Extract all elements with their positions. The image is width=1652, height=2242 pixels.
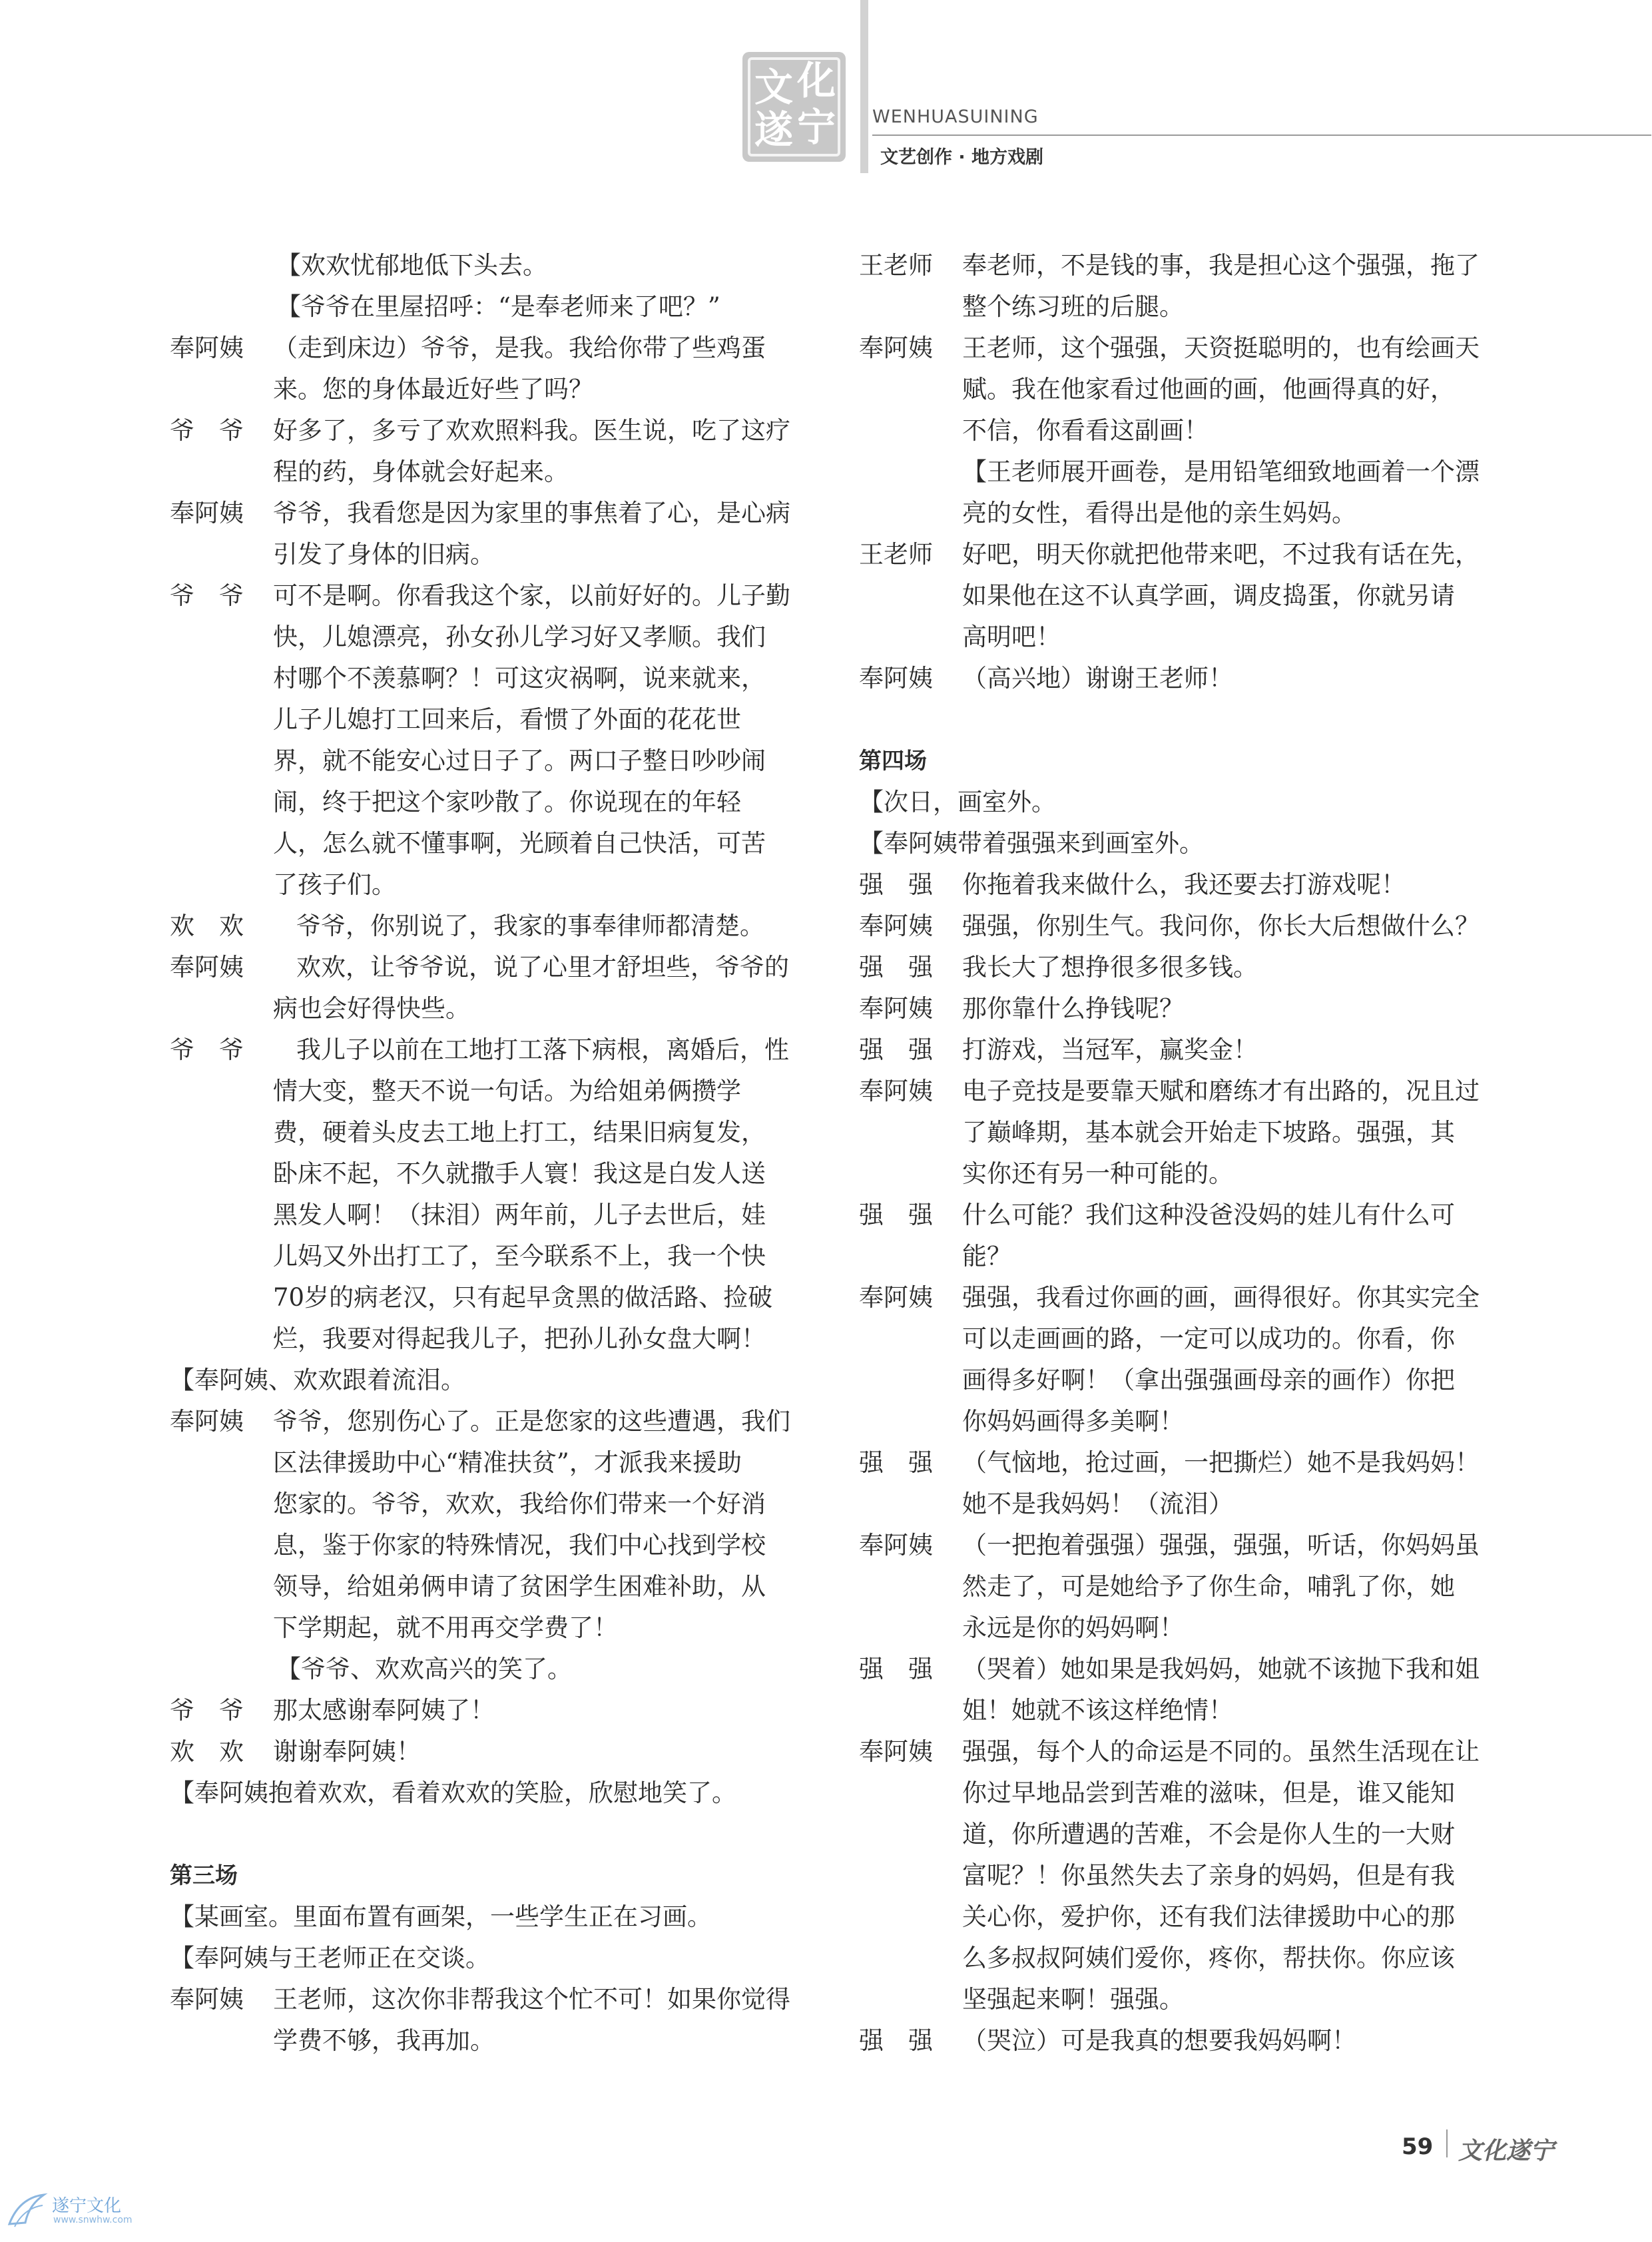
script-line — [170, 369, 801, 410]
script-line — [859, 1690, 1485, 1731]
logo-char: 遂 — [754, 107, 794, 152]
line-text: 卧床不起，不久就撒手人寰！我这是白发人送 — [273, 1159, 766, 1188]
line-text: 画得多好啊！（拿出强强画母亲的画作）你把 — [962, 1366, 1455, 1394]
line-text: 那你靠什么挣钱呢？ — [962, 994, 1184, 1023]
logo-char: 宁 — [797, 105, 836, 150]
line-text: 强强，每个人的命运是不同的。虽然生活现在让 — [962, 1737, 1480, 1766]
script-line — [859, 988, 1485, 1029]
stage-direction — [859, 782, 1485, 823]
line-text: 爷爷，你别说了，我家的事奉律师都清楚。 — [296, 912, 764, 940]
line-text: 【次日，画室外。 — [859, 788, 1056, 816]
script-line — [170, 1979, 801, 2020]
script-line — [170, 1277, 801, 1318]
script-line — [170, 1195, 801, 1236]
line-text: 【奉阿姨与王老师正在交谈。 — [170, 1944, 490, 1972]
script-line — [170, 782, 801, 823]
wing-icon — [5, 2189, 48, 2232]
script-line — [859, 1029, 1485, 1071]
stage-direction — [170, 1896, 801, 1938]
line-text: 村哪个不羡慕啊？！可这灾祸啊，说来就来， — [273, 664, 766, 693]
script-line — [859, 1979, 1485, 2020]
line-text: 谢谢奉阿姨！ — [273, 1737, 421, 1766]
watermark-text: 遂宁文化 — [52, 2196, 122, 2216]
line-text: 您家的。爷爷，欢欢，我给你们带来一个好消 — [273, 1490, 766, 1518]
speaker-name: 奉阿姨 — [170, 499, 244, 527]
line-text: 烂，我要对得起我儿子，把孙儿孙女盘大啊！ — [273, 1324, 766, 1353]
script-line — [859, 1401, 1485, 1442]
script-line — [859, 1773, 1485, 1814]
speaker-name: 强 强 — [859, 1655, 933, 1683]
speaker-name: 奉阿姨 — [170, 1985, 244, 2014]
line-text: （哭着）她如果是我妈妈，她就不该抛下我和姐 — [962, 1655, 1480, 1683]
script-line — [170, 947, 801, 988]
line-text: 来。您的身体最近好些了吗？ — [273, 375, 593, 404]
line-text: 爷爷，我看您是因为家里的事焦着了心，是心病 — [273, 499, 790, 527]
spacer — [170, 1814, 801, 1855]
script-line — [170, 1029, 801, 1071]
script-line — [170, 1607, 801, 1649]
script-line — [859, 2020, 1485, 2062]
speaker-name: 爷 爷 — [170, 1696, 244, 1725]
line-text: 【爷爷、欢欢高兴的笑了。 — [276, 1655, 572, 1683]
speaker-name: 奉阿姨 — [859, 1077, 933, 1105]
line-text: 什么可能？我们这种没爸没妈的娃儿有什么可 — [962, 1201, 1455, 1229]
line-text: 第四场 — [859, 748, 927, 774]
header-rule-line — [872, 135, 1651, 136]
line-text: 赋。我在他家看过他画的画，他画得真的好， — [962, 375, 1455, 404]
script-line — [170, 1112, 801, 1153]
line-text: 下学期起，就不用再交学费了！ — [273, 1613, 618, 1642]
speaker-name: 奉阿姨 — [859, 664, 933, 693]
line-text: 领导，给姐弟俩申请了贫困学生困难补助，从 — [273, 1572, 766, 1601]
line-text: 姐！她就不该这样绝情！ — [962, 1696, 1233, 1725]
section-title: 文艺创作 · 地方戏剧 — [880, 147, 1044, 168]
line-text: 高明吧！ — [962, 623, 1061, 651]
script-line — [859, 1896, 1485, 1938]
line-text: 那太感谢奉阿姨了！ — [273, 1696, 495, 1725]
script-line — [859, 1731, 1485, 1773]
line-text: 道，你所遭遇的苦难，不会是你人生的一大财 — [962, 1820, 1455, 1848]
script-line — [859, 1153, 1485, 1195]
speaker-name: 强 强 — [859, 2026, 933, 2055]
line-text: 病也会好得快些。 — [273, 994, 470, 1023]
script-line — [170, 1731, 801, 1773]
line-text: 如果他在这不认真学画，调皮捣蛋，你就另请 — [962, 581, 1455, 610]
line-text: 整个练习班的后腿。 — [962, 292, 1184, 321]
speaker-name: 王老师 — [859, 540, 933, 569]
script-line — [170, 1690, 801, 1731]
line-text: （一把抱着强强）强强，强强，听话，你妈妈虽 — [962, 1531, 1480, 1559]
speaker-name: 爷 爷 — [170, 581, 244, 610]
line-text: 然走了，可是她给予了你生命，哺乳了你，她 — [962, 1572, 1455, 1601]
script-line — [859, 864, 1485, 906]
stage-direction — [170, 1649, 801, 1690]
script-line — [859, 1112, 1485, 1153]
line-text: 实你还有另一种可能的。 — [962, 1159, 1233, 1188]
script-line — [859, 1442, 1485, 1484]
stage-direction — [170, 245, 801, 286]
page-number: 59 — [1402, 2133, 1434, 2160]
line-text: 好吧，明天你就把他带来吧，不过我有话在先， — [962, 540, 1480, 569]
line-text: （高兴地）谢谢王老师！ — [962, 664, 1233, 693]
script-line — [859, 451, 1485, 493]
line-text: 【奉阿姨、欢欢跟着流泪。 — [170, 1366, 465, 1394]
line-text: 第三场 — [170, 1862, 238, 1889]
speaker-name: 欢 欢 — [170, 1737, 244, 1766]
speaker-name: 奉阿姨 — [859, 1283, 933, 1312]
speaker-name: 奉阿姨 — [170, 953, 244, 981]
line-text: 你拖着我来做什么，我还要去打游戏呢！ — [962, 870, 1406, 899]
line-text: 亮的女性，看得出是他的亲生妈妈。 — [962, 499, 1356, 527]
scene-heading — [859, 740, 1485, 782]
line-text: 学费不够，我再加。 — [273, 2026, 495, 2055]
magazine-logo — [742, 52, 846, 162]
script-line — [859, 617, 1485, 658]
speaker-name: 欢 欢 — [170, 912, 244, 940]
speaker-name: 强 强 — [859, 870, 933, 899]
script-line — [859, 328, 1485, 369]
speaker-name: 强 强 — [859, 1448, 933, 1477]
script-line — [859, 1484, 1485, 1525]
line-text: 【欢欢忧郁地低下头去。 — [276, 251, 547, 280]
script-line — [859, 947, 1485, 988]
line-text: 了孩子们。 — [273, 870, 396, 899]
line-text: 情大变，整天不说一句话。为给姐弟俩攒学 — [273, 1077, 741, 1105]
script-line — [170, 740, 801, 782]
line-text: 王老师，这次你非帮我这个忙不可！如果你觉得 — [273, 1985, 790, 2014]
line-text: 程的药，身体就会好起来。 — [273, 457, 569, 486]
logo-char: 化 — [797, 58, 836, 103]
script-line — [859, 1525, 1485, 1566]
line-text: 我长大了想挣很多很多钱。 — [962, 953, 1258, 981]
script-line — [170, 1525, 801, 1566]
stage-direction — [170, 1773, 801, 1814]
line-text: 欢欢，让爷爷说，说了心里才舒坦些，爷爷的 — [296, 953, 789, 981]
speaker-name: 强 强 — [859, 1035, 933, 1064]
line-text: 【爷爷在里屋招呼：“是奉老师来了吧？” — [276, 292, 720, 321]
script-line — [859, 1855, 1485, 1896]
line-text: 儿妈又外出打工了，至今联系不上，我一个快 — [273, 1242, 766, 1270]
line-text: 强强，我看过你画的画，画得很好。你其实完全 — [962, 1283, 1480, 1312]
script-line — [859, 1318, 1485, 1360]
script-line — [859, 1649, 1485, 1690]
line-text: 好多了，多亏了欢欢照料我。医生说，吃了这疗 — [273, 416, 790, 445]
script-line — [170, 328, 801, 369]
script-line — [859, 1566, 1485, 1607]
speaker-name: 奉阿姨 — [170, 1407, 244, 1436]
line-text: 快，儿媳漂亮，孙女孙儿学习好又孝顺。我们 — [273, 623, 766, 651]
script-line — [859, 1607, 1485, 1649]
line-text: 奉老师，不是钱的事，我是担心这个强强，拖了 — [962, 251, 1480, 280]
line-text: 爷爷，您别伤心了。正是您家的这些遭遇，我们 — [273, 1407, 790, 1436]
script-line — [859, 1236, 1485, 1277]
script-line — [170, 1484, 801, 1525]
script-line — [170, 493, 801, 534]
line-text: 可不是啊。你看我这个家，以前好好的。儿子勤 — [273, 581, 790, 610]
line-text: 富呢？！你虽然失去了亲身的妈妈，但是有我 — [962, 1861, 1455, 1890]
line-text: （哭泣）可是我真的想要我妈妈啊！ — [962, 2026, 1356, 2055]
watermark-url: www.snwhw.com — [53, 2215, 133, 2225]
script-line — [170, 658, 801, 699]
speaker-name: 强 强 — [859, 1201, 933, 1229]
stage-direction — [859, 823, 1485, 864]
line-text: 引发了身体的旧病。 — [273, 540, 495, 569]
script-line — [859, 1277, 1485, 1318]
line-text: 70岁的病老汉，只有起早贪黑的做活路、捡破 — [273, 1283, 773, 1312]
script-line — [170, 2020, 801, 2062]
line-text: 王老师，这个强强，天资挺聪明的，也有绘画天 — [962, 334, 1480, 362]
line-text: 息，鉴于你家的特殊情况，我们中心找到学校 — [273, 1531, 766, 1559]
line-text: 了巅峰期，基本就会开始走下坡路。强强，其 — [962, 1118, 1455, 1147]
line-text: 么多叔叔阿姨们爱你，疼你，帮扶你。你应该 — [962, 1944, 1455, 1972]
script-line — [170, 988, 801, 1029]
speaker-name: 王老师 — [859, 251, 933, 280]
line-text: 可以走画画的路，一定可以成功的。你看，你 — [962, 1324, 1455, 1353]
line-text: 坚强起来啊！强强。 — [962, 1985, 1184, 2014]
script-line — [170, 1442, 801, 1484]
script-line — [859, 1360, 1485, 1401]
speaker-name: 强 强 — [859, 953, 933, 981]
script-line — [859, 1195, 1485, 1236]
speaker-name: 爷 爷 — [170, 1035, 244, 1064]
scene-heading — [170, 1855, 801, 1896]
script-line — [859, 369, 1485, 410]
line-text: 关心你，爱护你，还有我们法律援助中心的那 — [962, 1902, 1455, 1931]
script-line — [170, 410, 801, 451]
line-text: 我儿子以前在工地打工落下病根，离婚后，性 — [296, 1035, 789, 1064]
spacer — [859, 699, 1485, 740]
header-english-title: WENHUASUINING — [872, 107, 1039, 127]
speaker-name: 奉阿姨 — [859, 334, 933, 362]
header-divider — [860, 0, 868, 173]
line-text: 她不是我妈妈！（流泪） — [962, 1490, 1233, 1518]
line-text: 【奉阿姨带着强强来到画室外。 — [859, 829, 1204, 858]
script-line — [170, 699, 801, 740]
script-line — [859, 493, 1485, 534]
speaker-name: 奉阿姨 — [859, 912, 933, 940]
line-text: 永远是你的妈妈啊！ — [962, 1613, 1184, 1642]
script-line — [170, 1071, 801, 1112]
script-line — [170, 906, 801, 947]
line-text: 【奉阿姨抱着欢欢，看着欢欢的笑脸，欣慰地笑了。 — [170, 1779, 736, 1807]
logo-char: 文 — [754, 65, 794, 110]
watermark-logo — [5, 2189, 178, 2236]
line-text: 区法律援助中心“精准扶贫”，才派我来援助 — [273, 1448, 742, 1477]
line-text: 【王老师展开画卷，是用铅笔细致地画着一个漂 — [962, 457, 1480, 486]
footer-divider — [1446, 2129, 1448, 2157]
script-line — [170, 1566, 801, 1607]
script-line — [170, 1153, 801, 1195]
line-text: 你过早地品尝到苦难的滋味，但是，谁又能知 — [962, 1779, 1455, 1807]
script-line — [170, 1236, 801, 1277]
script-line — [859, 658, 1485, 699]
line-text: （气恼地，抢过画，一把撕烂）她不是我妈妈！ — [962, 1448, 1480, 1477]
script-line — [170, 823, 801, 864]
line-text: 电子竞技是要靠天赋和磨练才有出路的，况且过 — [962, 1077, 1480, 1105]
script-line — [859, 534, 1485, 575]
line-text: 界，就不能安心过日子了。两口子整日吵吵闹 — [273, 746, 766, 775]
script-line — [859, 286, 1485, 328]
line-text: 能？ — [962, 1242, 1011, 1270]
speaker-name: 爷 爷 — [170, 416, 244, 445]
script-line — [170, 1318, 801, 1360]
script-line — [859, 245, 1485, 286]
line-text: 你妈妈画得多美啊！ — [962, 1407, 1184, 1436]
line-text: 打游戏，当冠军，赢奖金！ — [962, 1035, 1258, 1064]
script-line — [859, 575, 1485, 617]
script-line — [170, 1401, 801, 1442]
line-text: 不信，你看看这副画！ — [962, 416, 1209, 445]
script-line — [859, 1938, 1485, 1979]
line-text: 强强，你别生气。我问你，你长大后想做什么？ — [962, 912, 1480, 940]
stage-direction — [170, 1360, 801, 1401]
speaker-name: 奉阿姨 — [859, 1737, 933, 1766]
speaker-name: 奉阿姨 — [859, 994, 933, 1023]
script-line — [170, 451, 801, 493]
speaker-name: 奉阿姨 — [859, 1531, 933, 1559]
left-column — [170, 245, 801, 2062]
script-line — [859, 410, 1485, 451]
footer-magazine-title: 文化遂宁 — [1458, 2137, 1555, 2165]
script-line — [859, 1814, 1485, 1855]
stage-direction — [170, 286, 801, 328]
script-line — [170, 575, 801, 617]
script-line — [170, 534, 801, 575]
right-column — [859, 245, 1485, 2062]
line-text: 黑发人啊！（抹泪）两年前，儿子去世后，娃 — [273, 1201, 766, 1229]
line-text: 闹，终于把这个家吵散了。你说现在的年轻 — [273, 788, 741, 816]
script-line — [859, 906, 1485, 947]
line-text: 人，怎么就不懂事啊，光顾着自己快活，可苦 — [273, 829, 766, 858]
line-text: 【某画室。里面布置有画架，一些学生正在习画。 — [170, 1902, 712, 1931]
line-text: 费，硬着头皮去工地上打工，结果旧病复发， — [273, 1118, 766, 1147]
stage-direction — [170, 1938, 801, 1979]
line-text: 儿子儿媳打工回来后，看惯了外面的花花世 — [273, 705, 741, 734]
line-text: （走到床边）爷爷，是我。我给你带了些鸡蛋 — [273, 334, 766, 362]
script-line — [170, 864, 801, 906]
script-line — [859, 1071, 1485, 1112]
speaker-name: 奉阿姨 — [170, 334, 244, 362]
script-line — [170, 617, 801, 658]
